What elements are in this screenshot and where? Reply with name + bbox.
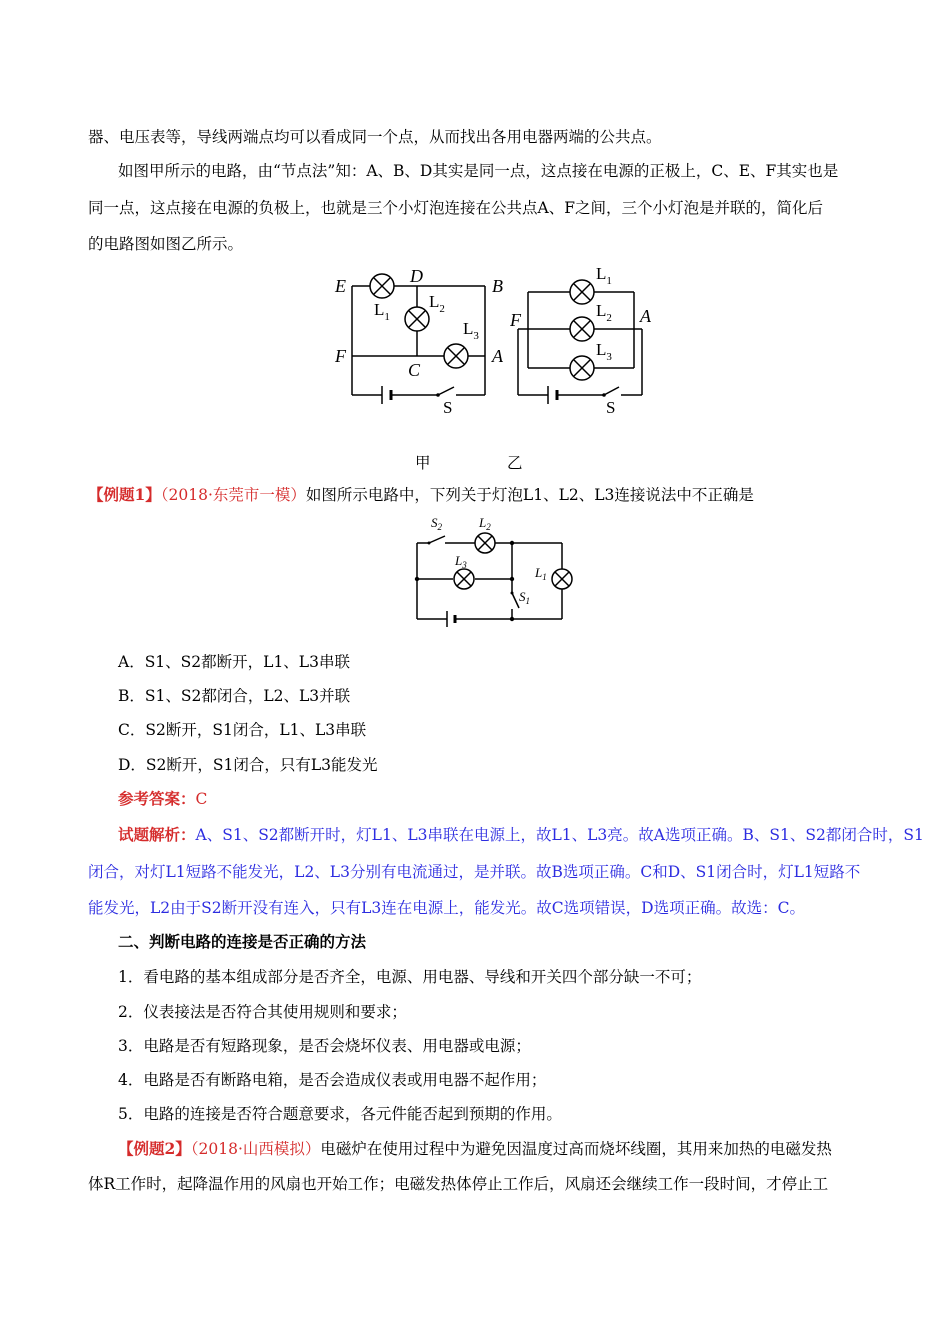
- switch-label-S: S: [443, 398, 453, 417]
- svg-text:L1: [374, 300, 390, 323]
- example2-line-1: [118, 1139, 894, 1159]
- switch-label-S1-sub: 1: [525, 596, 530, 606]
- analysis-line-3: 能发光，L2由于S2断开没有连入，只有L3连在电源上，能发光。故C选项错误，D选项正确。故选：C。: [88, 899, 805, 917]
- svg-text:L2: [596, 301, 612, 324]
- lamp-label-L1-sub: 1: [384, 311, 390, 323]
- example1-circuit-diagram: [405, 513, 580, 633]
- analysis-label: 试题解析：: [118, 825, 196, 844]
- lamp-label-L3-sub: 3: [462, 560, 467, 570]
- analysis-line-1: [118, 825, 924, 845]
- lamp-label-L1: L: [596, 264, 607, 283]
- answer-label: 参考答案：: [118, 789, 196, 808]
- lamp-label-L2: L: [596, 301, 607, 320]
- example2-source: （2018·山西模拟）: [190, 1140, 321, 1158]
- node-label-C: C: [408, 360, 421, 380]
- svg-text:L1: [596, 264, 612, 287]
- circuit-diagram-yi: [510, 262, 660, 422]
- intro-paragraph-line-1: 如图甲所示的电路，由“节点法”知：A、B、D其实是同一点，这点接在电源的正极上，C、E、F其实也是: [118, 162, 839, 180]
- lamp-label-L2-sub: 2: [486, 522, 491, 532]
- section2-item-4: 4．电路是否有断路电箱，是否会造成仪表或用电器不起作用；: [118, 1071, 547, 1089]
- switch-label-S2-sub: 2: [437, 522, 442, 532]
- lamp-label-L1: L: [374, 300, 385, 319]
- lamp-label-L3-sub: 3: [473, 330, 479, 342]
- caption-yi: 乙: [507, 454, 523, 472]
- section2-item-5: 5．电路的连接是否符合题意要求，各元件能否起到预期的作用。: [118, 1105, 562, 1123]
- node-label-E: E: [335, 276, 346, 296]
- section2-item-3: 3．电路是否有短路现象，是否会烧坏仪表、用电器或电源；: [118, 1037, 531, 1055]
- lamp-label-L2-sub: 2: [606, 312, 612, 324]
- svg-text:L2: [478, 515, 491, 532]
- example1-source: （2018·东莞市一模）: [160, 486, 306, 504]
- lamp-label-L3-sub: 3: [606, 351, 612, 363]
- lamp-label-L3: L: [455, 553, 463, 568]
- node-label-F: F: [510, 310, 521, 330]
- lamp-label-L1: L: [535, 565, 543, 580]
- option-b: B．S1、S2都闭合，L2、L3并联: [118, 687, 351, 705]
- lamp-label-L3: L: [463, 319, 474, 338]
- svg-text:L3: [463, 319, 479, 342]
- example2-line-2: 体R工作时，起降温作用的风扇也开始工作；电磁发热体停止工作后，风扇还会继续工作一段时间，才停止工: [88, 1175, 829, 1193]
- node-label-A: A: [640, 306, 651, 326]
- lamp-label-L2: L: [429, 292, 440, 311]
- intro-paragraph-line-3: 的电路图如图乙所示。: [88, 235, 244, 253]
- option-c: C．S2断开，S1闭合，L1、L3串联: [118, 721, 367, 739]
- svg-text:S2: [431, 515, 443, 532]
- answer-value: C: [195, 790, 208, 808]
- section2-heading: 二、判断电路的连接是否正确的方法: [118, 932, 367, 951]
- svg-text:L3: [596, 340, 612, 363]
- svg-text:L1: [534, 565, 547, 582]
- node-label-B: B: [492, 276, 503, 296]
- section2-item-1: 1．看电路的基本组成部分是否齐全，电源、用电器、导线和开关四个部分缺一不可；: [118, 968, 702, 986]
- lamp-label-L2: L: [479, 515, 487, 530]
- switch-label-S1: S: [519, 589, 526, 604]
- analysis-text-1: A、S1、S2都断开时，灯L1、L3串联在电源上，故L1、L3亮。故A选项正确。B、S1、S2都闭合时，S1: [195, 826, 924, 844]
- svg-text:L3: [454, 553, 467, 570]
- example1-tag: 【例题1】: [88, 485, 161, 504]
- example2-text-1: 电磁炉在使用过程中为避免因温度过高而烧坏线圈，其用来加热的电磁发热: [320, 1140, 832, 1158]
- lamp-label-L2-sub: 2: [439, 303, 445, 315]
- option-d: D．S2断开，S1闭合，只有L3能发光: [118, 756, 378, 774]
- analysis-line-2: 闭合，对灯L1短路不能发光，L2、L3分别有电流通过，是并联。故B选项正确。C和D、S1闭合时，灯L1短路不: [88, 863, 861, 881]
- svg-text:S1: [519, 589, 530, 606]
- lamp-label-L1-sub: 1: [606, 275, 612, 287]
- example1-question-text: 如图所示电路中，下列关于灯泡L1、L2、L3连接说法中不正确是: [305, 486, 754, 504]
- example1-question: [88, 485, 864, 505]
- caption-jia: 甲: [415, 454, 431, 472]
- intro-paragraph-line-2: 同一点，这点接在电源的负极上，也就是三个小灯泡连接在公共点A、F之间，三个小灯泡是并联的，简化后: [88, 199, 823, 217]
- answer-line: [118, 789, 894, 809]
- example2-tag: 【例题2】: [118, 1139, 191, 1158]
- circuit-diagram-jia: [330, 262, 515, 422]
- lamp-label-L3: L: [596, 340, 607, 359]
- switch-label-S: S: [606, 398, 616, 417]
- node-label-A: A: [492, 346, 503, 366]
- section2-item-2: 2．仪表接法是否符合其使用规则和要求；: [118, 1003, 407, 1021]
- node-label-F: F: [335, 346, 346, 366]
- option-a: A．S1、S2都断开，L1、L3串联: [118, 653, 350, 671]
- node-label-D: D: [410, 266, 423, 286]
- lamp-label-L1-sub: 1: [542, 572, 547, 582]
- intro-line-1: 器、电压表等，导线两端点均可以看成同一个点，从而找出各用电器两端的公共点。: [88, 128, 662, 146]
- switch-label-S2: S: [431, 515, 438, 530]
- svg-text:L2: [429, 292, 445, 315]
